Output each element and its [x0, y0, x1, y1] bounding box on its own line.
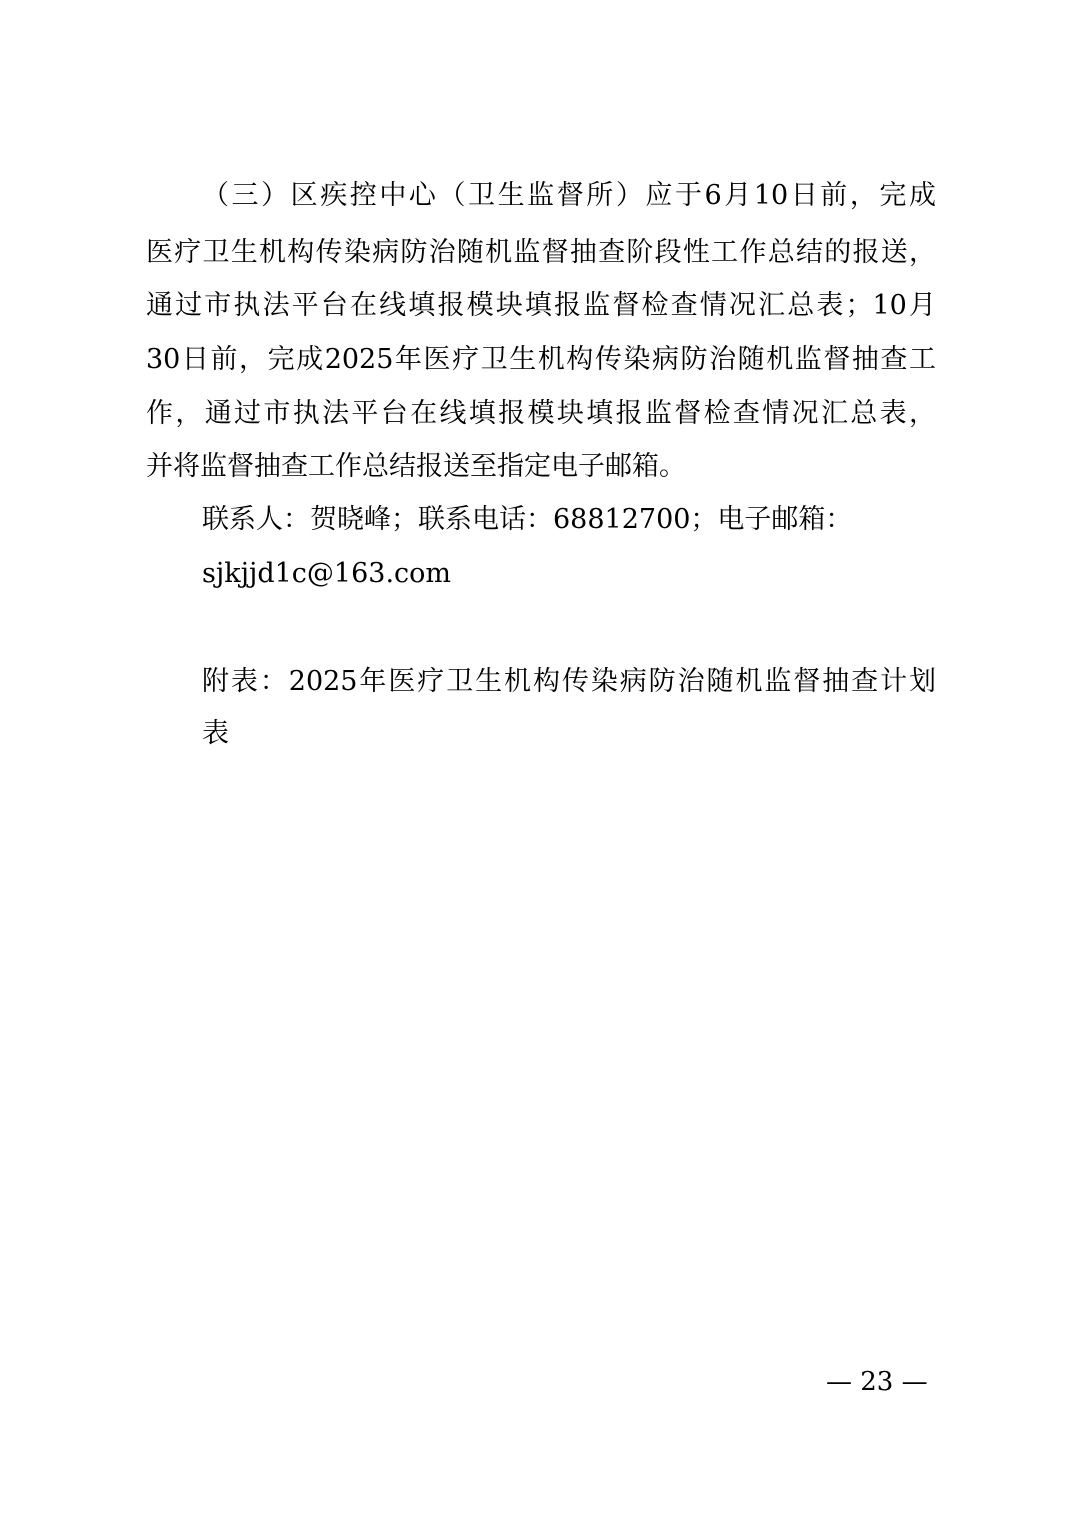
- contact-email: sjkjjd1c@163.com: [202, 558, 452, 589]
- attachment-line-1: 附表：2025年医疗卫生机构传染病防治随机监督抽查计划: [202, 666, 936, 697]
- page-number: — 23 —: [826, 1367, 928, 1397]
- paragraph-3-line-5: 作，通过市执法平台在线填报模块填报监督检查情况汇总表，: [146, 398, 936, 429]
- contact-line: 联系人：贺晓峰；联系电话：68812700；电子邮箱：: [202, 504, 853, 535]
- paragraph-3-line-4: 30日前，完成2025年医疗卫生机构传染病防治随机监督抽查工: [146, 344, 936, 375]
- attachment-line-2: 表: [202, 718, 229, 749]
- paragraph-3-line-2: 医疗卫生机构传染病防治随机监督抽查阶段性工作总结的报送，: [146, 237, 936, 268]
- paragraph-3-line-3: 通过市执法平台在线填报模块填报监督检查情况汇总表；10月: [146, 290, 936, 321]
- paragraph-3-line-6: 并将监督抽查工作总结报送至指定电子邮箱。: [146, 451, 686, 482]
- paragraph-3-line-1: （三）区疾控中心（卫生监督所）应于6月10日前，完成: [202, 180, 936, 211]
